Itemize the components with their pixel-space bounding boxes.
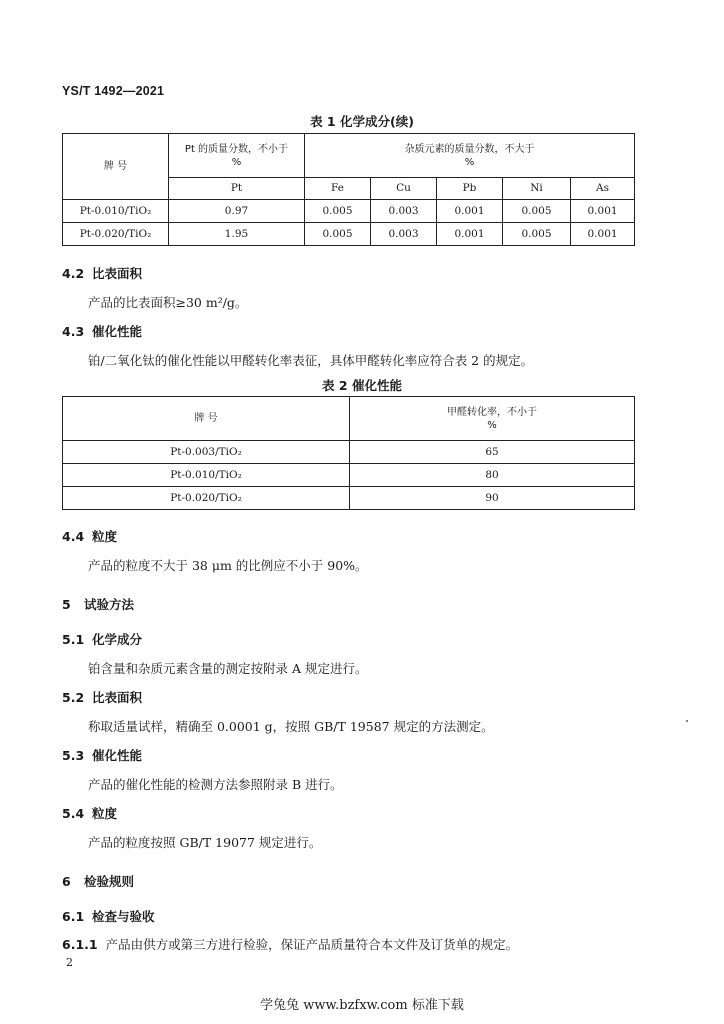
scan-speck xyxy=(686,720,688,722)
table1-pt-header-line2: % xyxy=(231,156,242,168)
table2-value-header-line1: 甲醛转化率，不小于 xyxy=(447,406,537,418)
section-title: 催化性能 xyxy=(92,748,143,763)
table2-catalytic-performance xyxy=(62,396,635,510)
standard-code: YS/T 1492—2021 xyxy=(62,84,165,98)
table1-value-cell: 0.003 xyxy=(371,200,437,223)
section-4-2-heading xyxy=(62,264,142,282)
section-title: 试验方法 xyxy=(84,597,135,612)
table1-impurity-header xyxy=(305,134,635,178)
section-5-4-heading xyxy=(62,804,117,822)
table1-brand-header: 牌 号 xyxy=(63,134,169,200)
section-number: 4.3 xyxy=(62,324,85,339)
table2-value-header xyxy=(350,397,635,441)
section-number: 6.1 xyxy=(62,909,85,924)
table1-element-header: As xyxy=(571,178,635,200)
table2-value-cell: 80 xyxy=(350,464,635,487)
section-5-2-text: 称取适量试样，精确至 0.0001 g，按照 GB/T 19587 规定的方法测定。 xyxy=(88,719,494,734)
section-4-3-text: 铂/二氧化钛的催化性能以甲醛转化率表征，具体甲醛转化率应符合表 2 的规定。 xyxy=(88,353,534,368)
clause-6-1-1 xyxy=(62,935,518,953)
table1-value-cell: 0.005 xyxy=(305,223,371,246)
table1-element-header: Pb xyxy=(437,178,503,200)
section-number: 5.4 xyxy=(62,806,85,821)
table1-brand-cell: Pt-0.020/TiO₂ xyxy=(63,223,169,246)
section-title: 催化性能 xyxy=(92,324,143,339)
table1-value-cell: 0.001 xyxy=(437,223,503,246)
section-4-4-heading xyxy=(62,527,117,545)
table2-brand-header: 牌 号 xyxy=(63,397,350,441)
section-6-heading xyxy=(62,872,134,890)
section-5-3-heading xyxy=(62,746,142,764)
section-title: 化学成分 xyxy=(92,632,143,647)
table-row xyxy=(63,464,635,487)
table2-value-cell: 90 xyxy=(350,487,635,510)
section-title: 比表面积 xyxy=(92,266,143,281)
table1-impurity-header-line1: 杂质元素的质量分数，不大于 xyxy=(404,143,535,155)
table1-brand-cell: Pt-0.010/TiO₂ xyxy=(63,200,169,223)
section-number: 5.3 xyxy=(62,748,85,763)
section-5-1-heading xyxy=(62,630,142,648)
section-number: 4.4 xyxy=(62,529,85,544)
section-number: 6 xyxy=(62,874,71,889)
section-number: 4.2 xyxy=(62,266,85,281)
table1-caption: 表 1 化学成分(续) xyxy=(310,114,414,129)
section-5-3-text: 产品的催化性能的检测方法参照附录 B 进行。 xyxy=(88,777,343,792)
table1-chemical-composition xyxy=(62,133,635,246)
table1-value-cell: 0.001 xyxy=(437,200,503,223)
section-6-1-heading xyxy=(62,907,155,925)
table2-caption: 表 2 催化性能 xyxy=(322,378,402,393)
section-5-4-text: 产品的粒度按照 GB/T 19077 规定进行。 xyxy=(88,835,322,850)
table1-value-cell: 0.005 xyxy=(305,200,371,223)
table1-element-header: Fe xyxy=(305,178,371,200)
section-4-3-heading xyxy=(62,322,142,340)
table1-impurity-header-line2: % xyxy=(464,156,475,168)
table-row xyxy=(63,223,635,246)
section-title: 检查与验收 xyxy=(92,909,155,924)
clause-number: 6.1.1 xyxy=(62,937,98,952)
table2-brand-cell: Pt-0.010/TiO₂ xyxy=(63,464,350,487)
table1-element-header: Pt xyxy=(169,178,305,200)
table1-pt-header xyxy=(169,134,305,178)
table-row xyxy=(63,441,635,464)
section-5-1-text: 铂含量和杂质元素含量的测定按附录 A 规定进行。 xyxy=(88,661,368,676)
table-row xyxy=(63,200,635,223)
table1-value-cell: 0.97 xyxy=(169,200,305,223)
section-title: 比表面积 xyxy=(92,690,143,705)
section-title: 粒度 xyxy=(92,806,118,821)
table1-element-header: Cu xyxy=(371,178,437,200)
table1-pt-header-line1: Pt 的质量分数，不小于 xyxy=(184,143,289,155)
section-number: 5.1 xyxy=(62,632,85,647)
table1-value-cell: 1.95 xyxy=(169,223,305,246)
section-5-heading xyxy=(62,595,134,613)
table1-value-cell: 0.003 xyxy=(371,223,437,246)
table1-value-cell: 0.001 xyxy=(571,223,635,246)
table2-value-cell: 65 xyxy=(350,441,635,464)
table1-element-header: Ni xyxy=(503,178,571,200)
table-row xyxy=(63,487,635,510)
table1-value-cell: 0.005 xyxy=(503,200,571,223)
table1-value-cell: 0.001 xyxy=(571,200,635,223)
section-5-2-heading xyxy=(62,688,142,706)
clause-text: 产品由供方或第三方进行检验，保证产品质量符合本文件及订货单的规定。 xyxy=(105,937,519,952)
section-title: 粒度 xyxy=(92,529,118,544)
section-4-4-text: 产品的粒度不大于 38 μm 的比例应不小于 90%。 xyxy=(88,558,368,573)
section-number: 5.2 xyxy=(62,690,85,705)
section-title: 检验规则 xyxy=(84,874,135,889)
table2-brand-cell: Pt-0.003/TiO₂ xyxy=(63,441,350,464)
table1-value-cell: 0.005 xyxy=(503,223,571,246)
section-number: 5 xyxy=(62,597,71,612)
table2-value-header-line2: % xyxy=(487,419,497,431)
footer-watermark: 学兔兔 www.bzfxw.com 标准下载 xyxy=(260,998,464,1013)
section-4-2-text: 产品的比表面积≥30 m²/g。 xyxy=(88,295,248,310)
table2-brand-cell: Pt-0.020/TiO₂ xyxy=(63,487,350,510)
page-number: 2 xyxy=(66,956,73,969)
